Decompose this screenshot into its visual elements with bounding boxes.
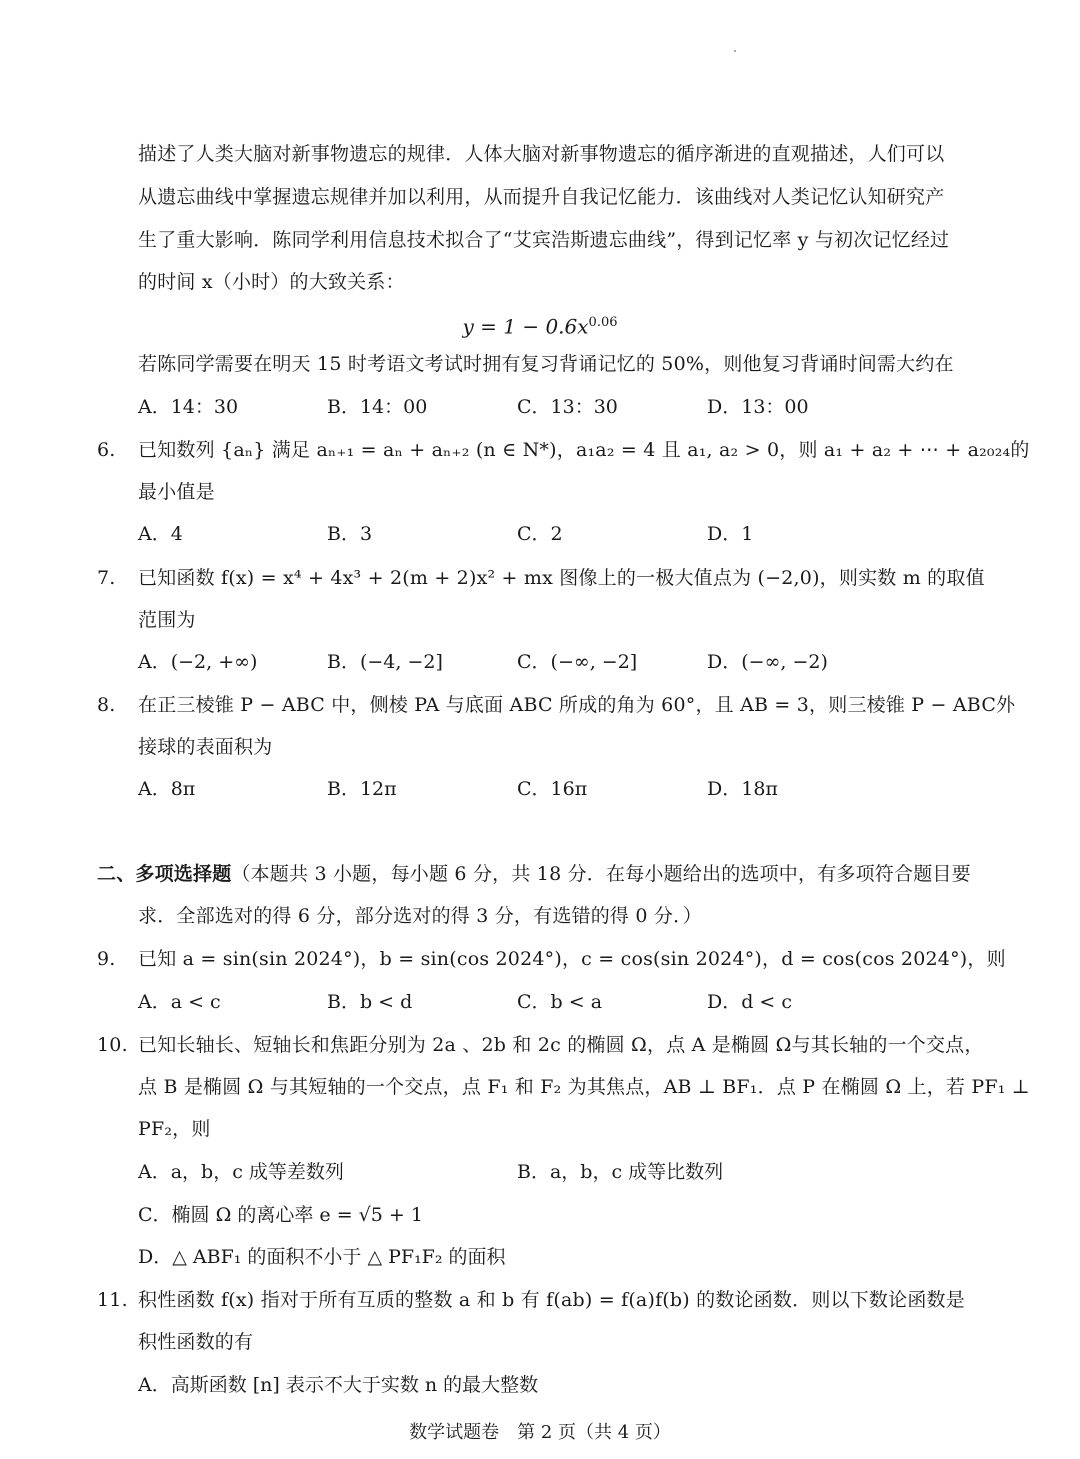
q8-option-c: C．16π [517,778,588,800]
q8-line-2: 接球的表面积为 [138,736,273,758]
q9-line-1: 已知 a = sin(sin 2024°)，b = sin(cos 2024°)，c = cos(sin 2024°)，d = cos(cos 2024°)，则 [138,948,1006,970]
q10-option-a: A．a，b，c 成等差数列 [138,1161,344,1183]
q8-number: 8. [97,694,116,716]
q6-line-2: 最小值是 [138,481,215,503]
q10-number: 10. [97,1034,128,1056]
q7-option-b: B．(−4, −2] [327,651,443,673]
q8-option-d: D．18π [707,778,778,800]
section-2-instructions: （本题共 3 小题，每小题 6 分，共 18 分．在每小题给出的选项中，有多项符合题目要 [231,863,971,885]
q10-line-2: 点 B 是椭圆 Ω 与其短轴的一个交点，点 F₁ 和 F₂ 为其焦点，AB ⊥ BF₁．点 P 在椭圆 Ω 上，若 PF₁ ⊥ [138,1076,1030,1098]
intro-line-4: 的时间 x（小时）的大致关系： [138,271,405,293]
q9-number: 9. [97,948,116,970]
q5-option-c: C．13：30 [517,396,618,418]
q11-option-a: A．高斯函数 [n] 表示不大于实数 n 的最大整数 [138,1374,539,1396]
q9-option-d: D．d < c [707,991,793,1013]
q11-line-1: 积性函数 f(x) 指对于所有互质的整数 a 和 b 有 f(ab) = f(a)f(b) 的数论函数．则以下数论函数是 [138,1289,965,1311]
q10-line-1: 已知长轴长、短轴长和焦距分别为 2a 、2b 和 2c 的椭圆 Ω，点 A 是椭圆 Ω与其长轴的一个交点， [138,1034,984,1056]
page-footer: 数学试题卷 第 2 页（共 4 页） [409,1422,671,1443]
q7-number: 7. [97,567,116,589]
q6-option-c: C．2 [517,523,563,545]
q10-option-b: B．a，b，c 成等比数列 [517,1161,724,1183]
intro-line-2: 从遗忘曲线中掌握遗忘规律并加以利用，从而提升自我记忆能力．该曲线对人类记忆认知研究产 [138,186,945,208]
q7-line-2: 范围为 [138,609,196,631]
q10-option-d: D．△ ABF₁ 的面积不小于 △ PF₁F₂ 的面积 [138,1246,506,1268]
q5-option-d: D．13：00 [707,396,809,418]
q9-option-c: C．b < a [517,991,603,1013]
q7-line-1: 已知函数 f(x) = x⁴ + 4x³ + 2(m + 2)x² + mx 图像上的一极大值点为 (−2,0)，则实数 m 的取值 [138,567,985,589]
q9-option-b: B．b < d [327,991,413,1013]
q10-line-3: PF₂，则 [138,1118,211,1140]
intro-line-3: 生了重大影响．陈同学利用信息技术拟合了“艾宾浩斯遗忘曲线”，得到记忆率 y 与初次记忆经过 [138,229,950,251]
q7-option-c: C．(−∞, −2] [517,651,638,673]
section-2-instructions-line-2: 求．全部选对的得 6 分，部分选对的得 3 分，有选错的得 0 分．） [138,905,703,927]
q7-option-a: A．(−2, +∞) [138,651,258,673]
q6-option-a: A．4 [138,523,183,545]
q11-number: 11. [97,1289,128,1311]
q5-option-a: A．14：30 [138,396,239,418]
section-2-header [97,862,971,886]
q5-question-line: 若陈同学需要在明天 15 时考语文考试时拥有复习背诵记忆的 50%，则他复习背诵时间需大约在 [138,353,954,375]
q9-option-a: A．a < c [138,991,221,1013]
intro-line-1: 描述了人类大脑对新事物遗忘的规律．人体大脑对新事物遗忘的循序渐进的直观描述，人们可以 [138,143,945,165]
forgetting-formula [0,310,1080,340]
q6-option-b: B．3 [327,523,373,545]
formula-exponent: 0.06 [588,315,618,330]
q10-option-c: C．椭圆 Ω 的离心率 e = √5 + 1 [138,1204,423,1226]
q6-line-1: 已知数列 {aₙ} 满足 aₙ₊₁ = aₙ + aₙ₊₂ (n ∈ N*)，a₁a₂ = 4 且 a₁, a₂ > 0，则 a₁ + a₂ + ⋯ + a₂₀₂₄的 [138,439,1030,461]
q8-line-1: 在正三棱锥 P − ABC 中，侧棱 PA 与底面 ABC 所成的角为 60°，且 AB = 3，则三棱锥 P − ABC外 [138,694,1016,716]
q7-option-d: D．(−∞, −2) [707,651,828,673]
section-2-title: 二、多项选择题 [97,863,232,885]
scan-speck [734,50,736,52]
q8-option-b: B．12π [327,778,397,800]
q5-option-b: B．14：00 [327,396,428,418]
formula-base: y = 1 − 0.6x [462,314,589,339]
q6-option-d: D．1 [707,523,754,545]
q6-number: 6. [97,439,116,461]
q8-option-a: A．8π [138,778,196,800]
q11-line-2: 积性函数的有 [138,1331,254,1353]
